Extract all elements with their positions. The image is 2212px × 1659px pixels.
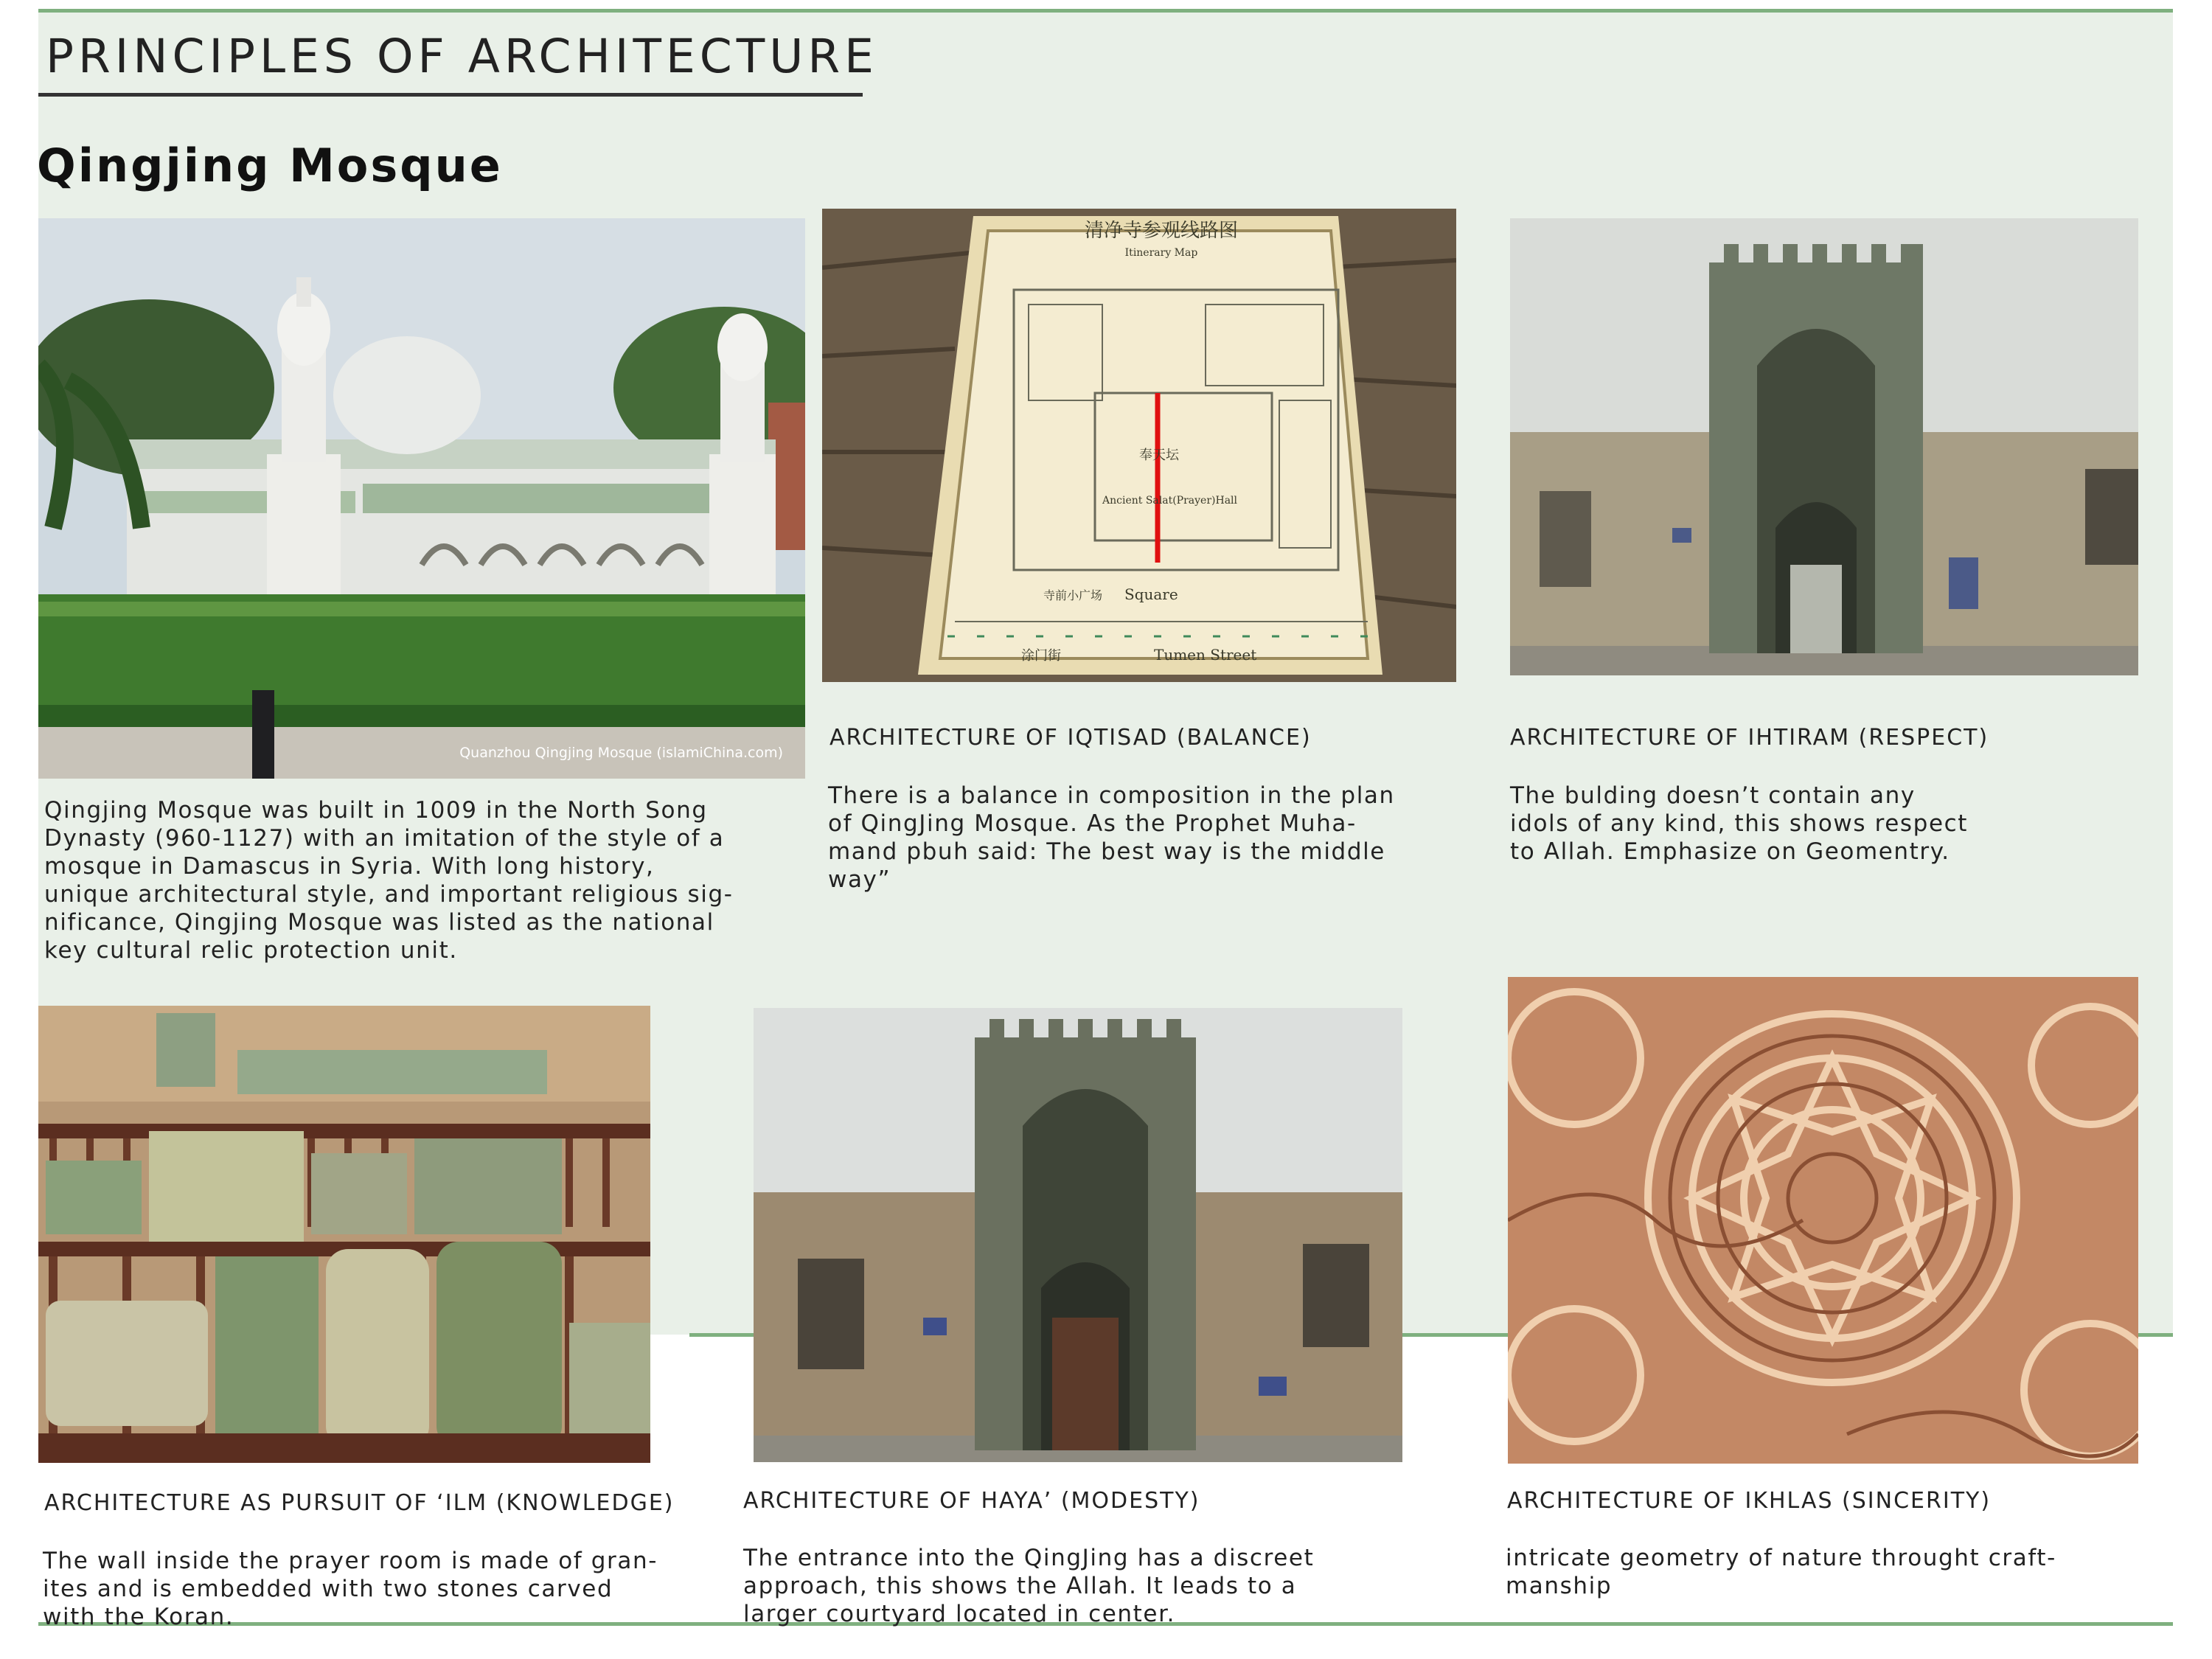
text-line: with the Koran. [43,1604,234,1630]
text-line: mosque in Damascus in Syria. With long history, [44,853,655,880]
page-title: PRINCIPLES OF ARCHITECTURE [46,29,878,83]
gateway-respect-photo [1510,218,2138,675]
map-title-en: Itinerary Map [1124,247,1198,259]
text-line: approach, this shows the Allah. It leads to a [743,1573,1297,1599]
text-line: mand pbuh said: The best way is the middle [828,838,1385,865]
text-iqtisad [828,782,1395,894]
map-hall-en: Ancient Salat(Prayer)Hall [1102,495,1237,507]
text-line: idols of any kind, this shows respect [1510,810,1969,837]
text-line: The entrance into the QingJing has a discreet [743,1545,1315,1571]
text-line: The wall inside the prayer room is made of gran- [43,1548,658,1574]
caption-ihtiram: ARCHITECTURE OF IHTIRAM (RESPECT) [1510,725,1989,751]
itinerary-map-photo [822,209,1456,682]
caption-haya: ARCHITECTURE OF HAYA’ (MODESTY) [743,1488,1200,1514]
text-line: manship [1506,1573,1613,1599]
map-square-cn: 寺前小广场 [1043,588,1103,602]
caption-iqtisad: ARCHITECTURE OF IQTISAD (BALANCE) [830,725,1312,751]
entrance-modesty-photo [754,1008,1402,1462]
text-line: The bulding doesn’t contain any [1510,782,1916,809]
text-line: to Allah. Emphasize on Geomentry. [1510,838,1950,865]
text-line: There is a balance in composition in the plan [828,782,1395,809]
text-ikhlas [1506,1544,2056,1600]
text-line: intricate geometry of nature throught craft- [1506,1545,2056,1571]
map-street-en: Tumen Street [1154,646,1257,664]
title-underline [38,93,863,97]
intro-text [44,796,734,964]
geometric-carving-photo [1508,977,2138,1464]
text-line: way” [828,866,891,893]
text-line: nificance, Qingjing Mosque was listed as the national [44,909,714,936]
text-haya [743,1544,1314,1628]
top-rule [38,9,2173,13]
map-hall-cn: 奉天坛 [1139,448,1179,463]
text-line: key cultural relic protection unit. [44,937,458,964]
text-line: Dynasty (960-1127) with an imitation of the style of a [44,825,725,852]
text-line: Qingjing Mosque was built in 1009 in the North Song [44,797,708,824]
text-line: unique architectural style, and important religious sig- [44,881,734,908]
text-ilm [43,1547,658,1631]
koran-stones-photo [38,1006,650,1463]
text-line: ites and is embedded with two stones carved [43,1576,613,1602]
caption-ilm: ARCHITECTURE AS PURSUIT OF ‘ILM (KNOWLEDGE) [44,1490,675,1516]
mosque-exterior-photo [38,218,805,779]
map-title-cn: 清净寺参观线路图 [1084,220,1239,242]
text-line: of QingJing Mosque. As the Prophet Muha- [828,810,1357,837]
page-subtitle: Qingjing Mosque [37,139,503,192]
text-line: larger courtyard located in center. [743,1601,1176,1627]
text-ihtiram [1510,782,1968,866]
map-street-cn: 涂门街 [1021,648,1061,664]
map-square-en: Square [1124,585,1178,603]
caption-ikhlas: ARCHITECTURE OF IKHLAS (SINCERITY) [1507,1488,1992,1514]
photo-credit: Quanzhou Qingjing Mosque (islamiChina.com) [459,745,783,761]
